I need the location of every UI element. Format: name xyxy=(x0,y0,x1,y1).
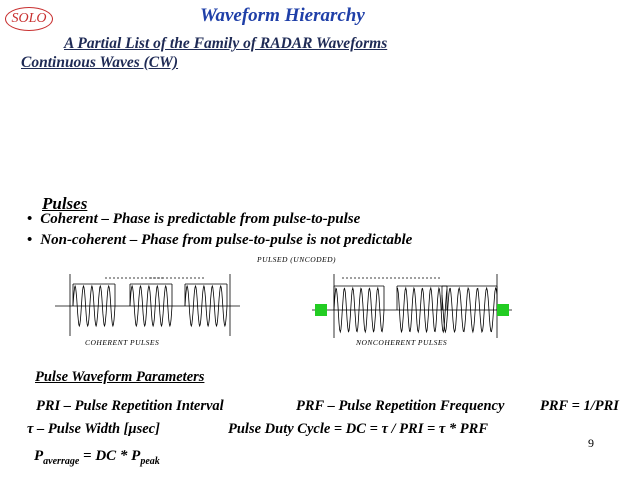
pavg-subscript: averrage xyxy=(43,456,80,467)
page-title: Waveform Hierarchy xyxy=(200,5,365,26)
duty-cycle-equation: Pulse Duty Cycle = DC = τ / PRI = τ * PRF xyxy=(228,421,488,437)
section-heading-pulses: Pulses xyxy=(42,194,88,213)
bullet-coherent xyxy=(27,211,360,228)
bullet-dot: • xyxy=(27,232,33,248)
section-heading-cw: Continuous Waves (CW) xyxy=(21,54,179,71)
bullet-noncoherent xyxy=(27,232,412,249)
figure-caption: PULSED (UNCODED) xyxy=(257,255,337,264)
left-marker xyxy=(315,304,327,316)
right-marker xyxy=(497,304,509,316)
bullet-text: Coherent – Phase is predictable from pulse-to-pulse xyxy=(40,211,361,227)
pri-definition: PRI – Pulse Repetition Interval xyxy=(36,398,224,414)
prf-definition: PRF – Pulse Repetition Frequency xyxy=(296,398,505,414)
solo-badge: SOLO xyxy=(5,7,53,31)
pavg-middle: = DC * P xyxy=(79,448,141,464)
page-number: 9 xyxy=(588,436,594,450)
average-power-equation xyxy=(34,448,160,467)
bullet-dot: • xyxy=(27,211,33,227)
coherent-waveform xyxy=(55,274,240,336)
noncoherent-pulses-figure xyxy=(312,266,512,348)
coherent-pulses-figure xyxy=(55,266,240,348)
prf-equation: PRF = 1/PRI xyxy=(540,398,619,414)
ppeak-subscript: peak xyxy=(140,456,160,467)
bullet-text: Non-coherent – Phase from pulse-to-pulse is not predictable xyxy=(40,232,413,248)
subtitle: A Partial List of the Family of RADAR Waveforms xyxy=(64,35,388,52)
pavg-symbol: P xyxy=(34,448,44,464)
noncoherent-caption: NONCOHERENT PULSES xyxy=(356,338,448,347)
pulse-width-definition: τ – Pulse Width [μsec] xyxy=(27,421,160,437)
params-heading: Pulse Waveform Parameters xyxy=(35,369,205,385)
coherent-caption: COHERENT PULSES xyxy=(85,338,160,347)
noncoherent-waveform xyxy=(312,274,512,338)
